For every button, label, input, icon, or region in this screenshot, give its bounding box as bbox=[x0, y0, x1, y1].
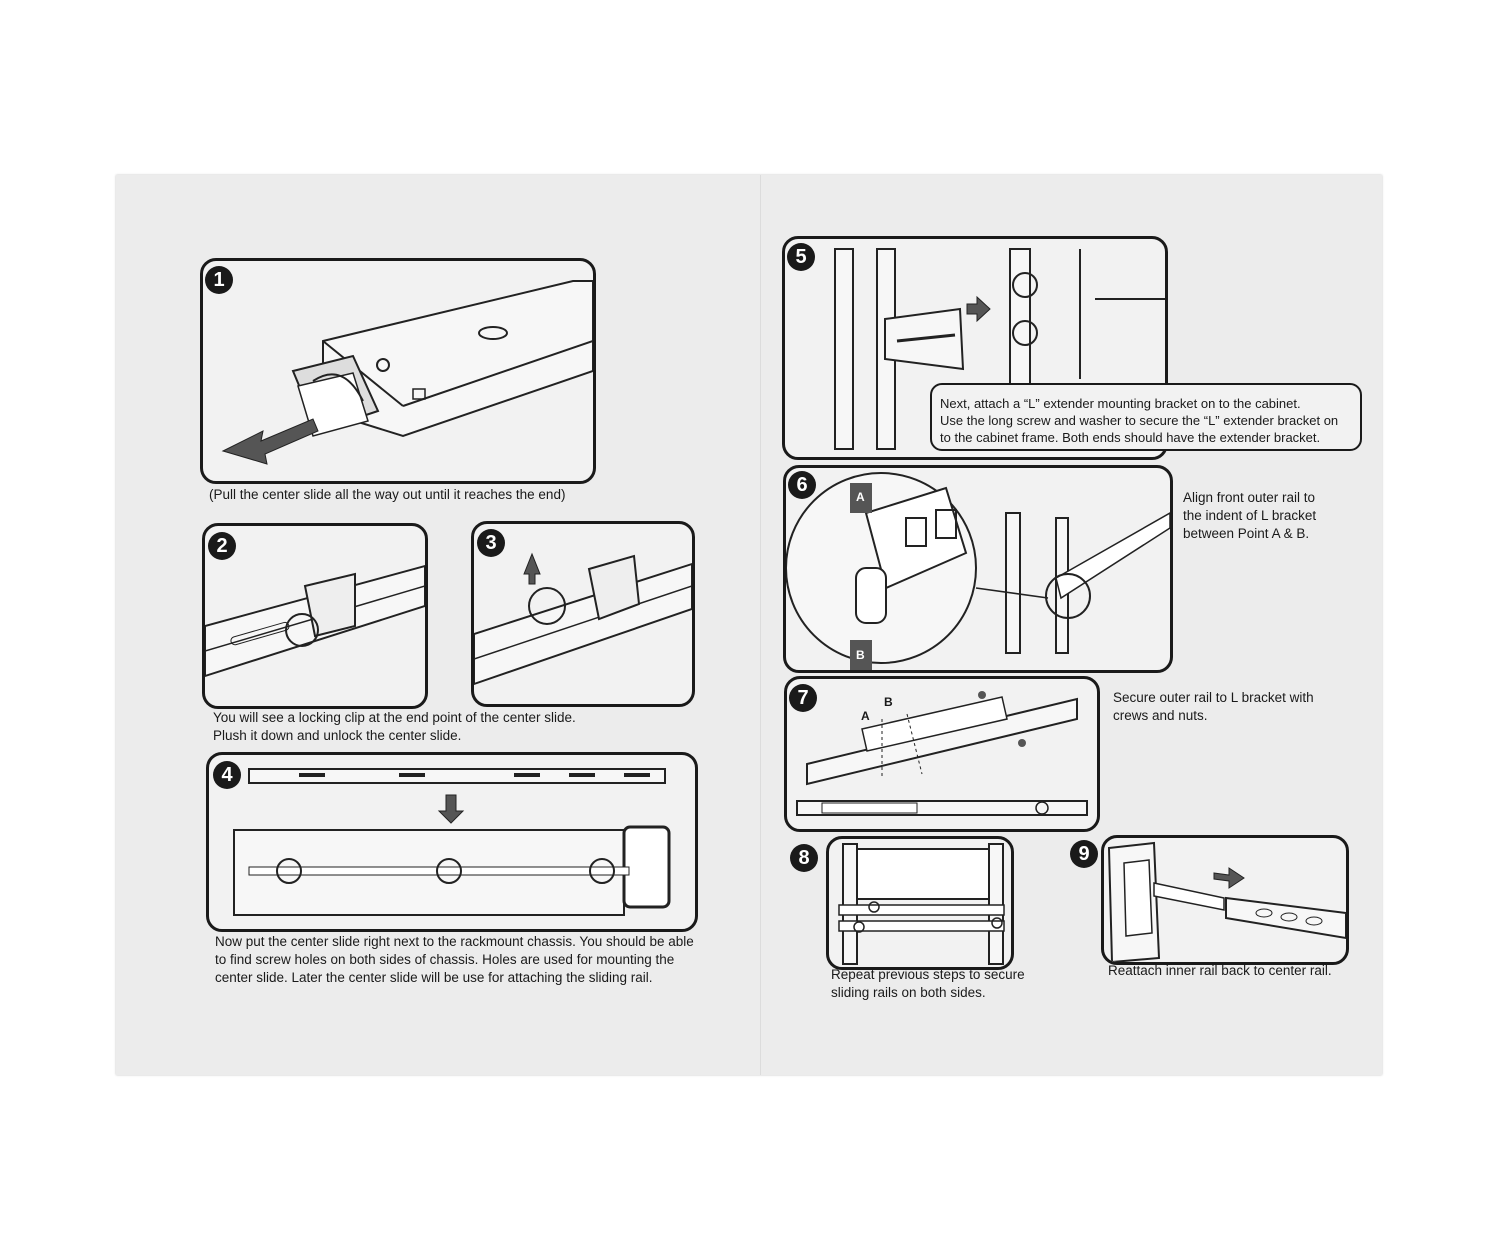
step-7-panel bbox=[784, 676, 1100, 832]
unlock-clip-illustration bbox=[474, 524, 692, 704]
step-1-caption bbox=[209, 486, 565, 504]
caption-line: Secure outer rail to L bracket with bbox=[1113, 690, 1314, 705]
caption-line: sliding rails on both sides. bbox=[831, 985, 986, 1000]
caption-line: center slide. Later the center slide will be use for attaching the sliding rail. bbox=[215, 970, 653, 985]
step-6-panel bbox=[783, 465, 1173, 673]
caption-line: Reattach inner rail back to center rail. bbox=[1108, 963, 1332, 978]
step-1-panel bbox=[200, 258, 596, 484]
point-a-label: A bbox=[856, 490, 865, 504]
caption-line: to find screw holes on both sides of chassis. Holes are used for mounting the bbox=[215, 952, 675, 967]
step-4-panel bbox=[206, 752, 698, 932]
step-5-badge: 5 bbox=[787, 243, 815, 271]
slide-pull-illustration bbox=[203, 261, 593, 481]
step-2-badge: 2 bbox=[208, 532, 236, 560]
caption-line: to the cabinet frame. Both ends should have the extender bracket. bbox=[940, 430, 1321, 445]
step-7-badge: 7 bbox=[789, 684, 817, 712]
caption-line: Plush it down and unlock the center slide. bbox=[213, 728, 462, 743]
caption-line: Align front outer rail to bbox=[1183, 490, 1316, 505]
caption-line: (Pull the center slide all the way out until it reaches the end) bbox=[209, 487, 566, 502]
reattach-rail-illustration bbox=[1104, 838, 1346, 962]
caption-line: between Point A & B. bbox=[1183, 526, 1310, 541]
step-6-caption bbox=[1183, 489, 1316, 543]
step-5-caption bbox=[930, 383, 1362, 451]
align-rail-illustration bbox=[786, 468, 1170, 670]
locking-clip-illustration bbox=[205, 526, 425, 706]
step-7-caption bbox=[1113, 689, 1314, 725]
caption-line: Next, attach a “L” extender mounting bracket on to the cabinet. bbox=[940, 396, 1301, 411]
step-6-badge: 6 bbox=[788, 471, 816, 499]
repeat-sides-illustration bbox=[829, 839, 1011, 967]
step-8-caption bbox=[831, 966, 1025, 1002]
point-b-label: B bbox=[884, 695, 893, 709]
caption-line: Now put the center slide right next to the rackmount chassis. You should be able bbox=[215, 934, 694, 949]
step-9-badge: 9 bbox=[1070, 840, 1098, 868]
secure-rail-illustration bbox=[787, 679, 1097, 829]
page-fold bbox=[760, 175, 761, 1075]
step-8-panel bbox=[826, 836, 1014, 970]
caption-line: You will see a locking clip at the end point of the center slide. bbox=[213, 710, 576, 725]
caption-line: Use the long screw and washer to secure the “L” extender bracket on bbox=[940, 413, 1339, 428]
chassis-slide-illustration bbox=[209, 755, 695, 929]
step-4-caption bbox=[215, 933, 694, 987]
step-3-caption bbox=[213, 709, 576, 745]
step-1-badge: 1 bbox=[205, 266, 233, 294]
step-2-panel bbox=[202, 523, 428, 709]
step-3-badge: 3 bbox=[477, 529, 505, 557]
step-3-panel bbox=[471, 521, 695, 707]
step-9-panel bbox=[1101, 835, 1349, 965]
caption-line: the indent of L bracket bbox=[1183, 508, 1317, 523]
point-a-label: A bbox=[861, 709, 870, 723]
point-b-label: B bbox=[856, 648, 865, 662]
caption-line: Repeat previous steps to secure bbox=[831, 967, 1025, 982]
step-9-caption bbox=[1108, 962, 1332, 980]
caption-line: crews and nuts. bbox=[1113, 708, 1208, 723]
step-4-badge: 4 bbox=[213, 761, 241, 789]
step-8-badge: 8 bbox=[790, 844, 818, 872]
